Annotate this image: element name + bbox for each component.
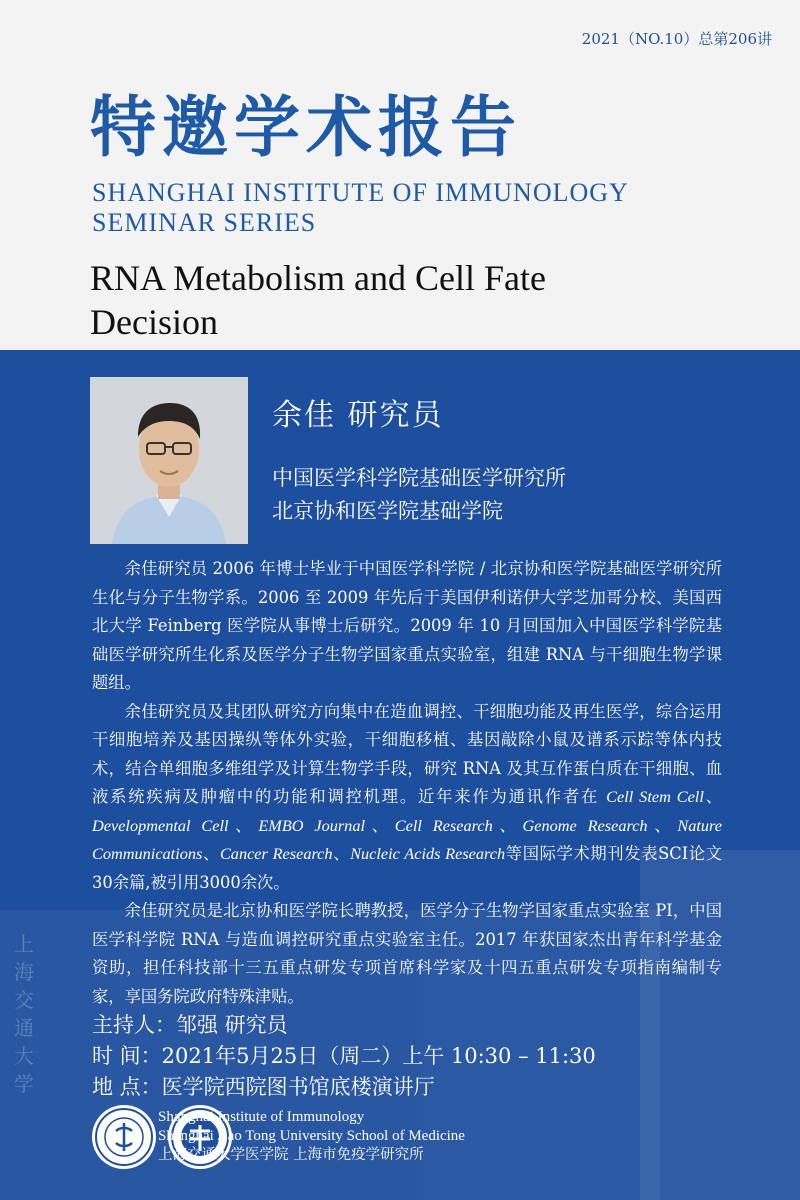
event-info bbox=[92, 1010, 596, 1103]
seminar-series bbox=[92, 178, 629, 238]
issue-number: 2021（NO.10）总第206讲 bbox=[581, 30, 772, 48]
series-line-2: SEMINAR SERIES bbox=[92, 208, 317, 237]
separator: 、 bbox=[703, 787, 722, 806]
speaker-bio bbox=[92, 555, 722, 1011]
separator: 、 bbox=[647, 815, 678, 835]
bio-paragraph bbox=[92, 698, 722, 898]
institution-en-2: Shanghai Jiao Tong University School of Medicine bbox=[158, 1128, 465, 1144]
calligraphy-watermark: 上海交通大学 bbox=[14, 932, 34, 1096]
bio-text: 余佳研究员及其团队研究方向集中在造血调控、干细胞功能及再生医学，综合运用干细胞培养及基因操纵等体外实验，干细胞移植、基因敲除小鼠及谱系示踪等体内技术，结合单细胞多维组学及计算生物学手段，研究 RNA 及其互作蛋白质在干细胞、血液系统疾病及肿瘤中的功能和调控机理。近年来作为通讯作者在 bbox=[92, 701, 722, 806]
affiliation-line-1: 中国医学科学院基础医学研究所 bbox=[272, 466, 566, 490]
series-line-1: SHANGHAI INSTITUTE OF IMMUNOLOGY bbox=[92, 178, 629, 207]
talk-title-line-1: RNA Metabolism and Cell Fate bbox=[90, 258, 546, 298]
journal-name: Nucleic Acids Research bbox=[350, 844, 506, 863]
journal-name: Nature Communications bbox=[92, 815, 722, 863]
speaker-photo bbox=[90, 377, 248, 544]
bio-paragraph: 余佳研究员 2006 年博士毕业于中国医学科学院 / 北京协和医学院基础医学研究所生化与分子生物学系。2006 至 2009 年先后于美国伊利诺伊大学芝加哥分校、美国西北大学 Feinberg 医学院从事博士后研究。2009 年 10 月回国加入中国医学科学院基础医学研究所生化系及医学分子生物学国家重点实验室，组建 RNA 与干细胞生物学课题组。 bbox=[92, 559, 722, 692]
header-section bbox=[0, 0, 800, 350]
institution-names bbox=[158, 1108, 465, 1165]
journal-name: Genome Research bbox=[522, 815, 648, 835]
sjtu-medicine-logo-icon bbox=[92, 1105, 156, 1169]
journal-name: Developmental Cell bbox=[92, 815, 229, 835]
event-host: 主持人：邹强 研究员 bbox=[92, 1013, 288, 1037]
separator: 、 bbox=[332, 844, 351, 863]
journal-name: Cancer Research bbox=[219, 844, 333, 863]
separator: 、 bbox=[365, 815, 395, 835]
bio-paragraph: 余佳研究员是北京协和医学院长聘教授，医学分子生物学国家重点实验室 PI，中国医学科学院 RNA 与造血调控研究重点实验室主任。2017 年获国家杰出青年科学基金资助，担任科技部十三五重点研发专项首席科学家及十四五重点研发专项指南编制专家，享国务院政府特殊津贴。 bbox=[92, 901, 722, 1006]
event-time: 时 间：2021年5月25日（周二）上午 10:30 – 11:30 bbox=[92, 1044, 596, 1068]
poster-title: 特邀学术报告 bbox=[90, 89, 522, 166]
talk-title bbox=[90, 256, 730, 344]
speaker-name: 余佳 研究员 bbox=[272, 398, 444, 433]
journal-name: Cell Research bbox=[394, 815, 493, 835]
separator: 、 bbox=[492, 815, 523, 835]
separator: 、 bbox=[228, 815, 259, 835]
event-place: 地 点：医学院西院图书馆底楼演讲厅 bbox=[92, 1075, 435, 1099]
talk-title-line-2: Decision bbox=[90, 302, 218, 342]
institution-zh: 上海交通大学医学院 上海市免疫学研究所 bbox=[158, 1147, 424, 1163]
affiliation-line-2: 北京协和医学院基础学院 bbox=[272, 499, 503, 523]
speaker-affiliation bbox=[272, 462, 566, 528]
separator: 、 bbox=[202, 844, 220, 863]
bio-text: 等国际学术期刊发表SCI论文30余篇,被引用3000余次。 bbox=[92, 844, 723, 892]
institution-en-1: Shanghai Institute of Immunology bbox=[158, 1109, 365, 1125]
journal-name: EMBO Journal bbox=[258, 815, 365, 835]
content-section bbox=[0, 350, 800, 1200]
journal-name: Cell Stem Cell bbox=[606, 787, 704, 806]
